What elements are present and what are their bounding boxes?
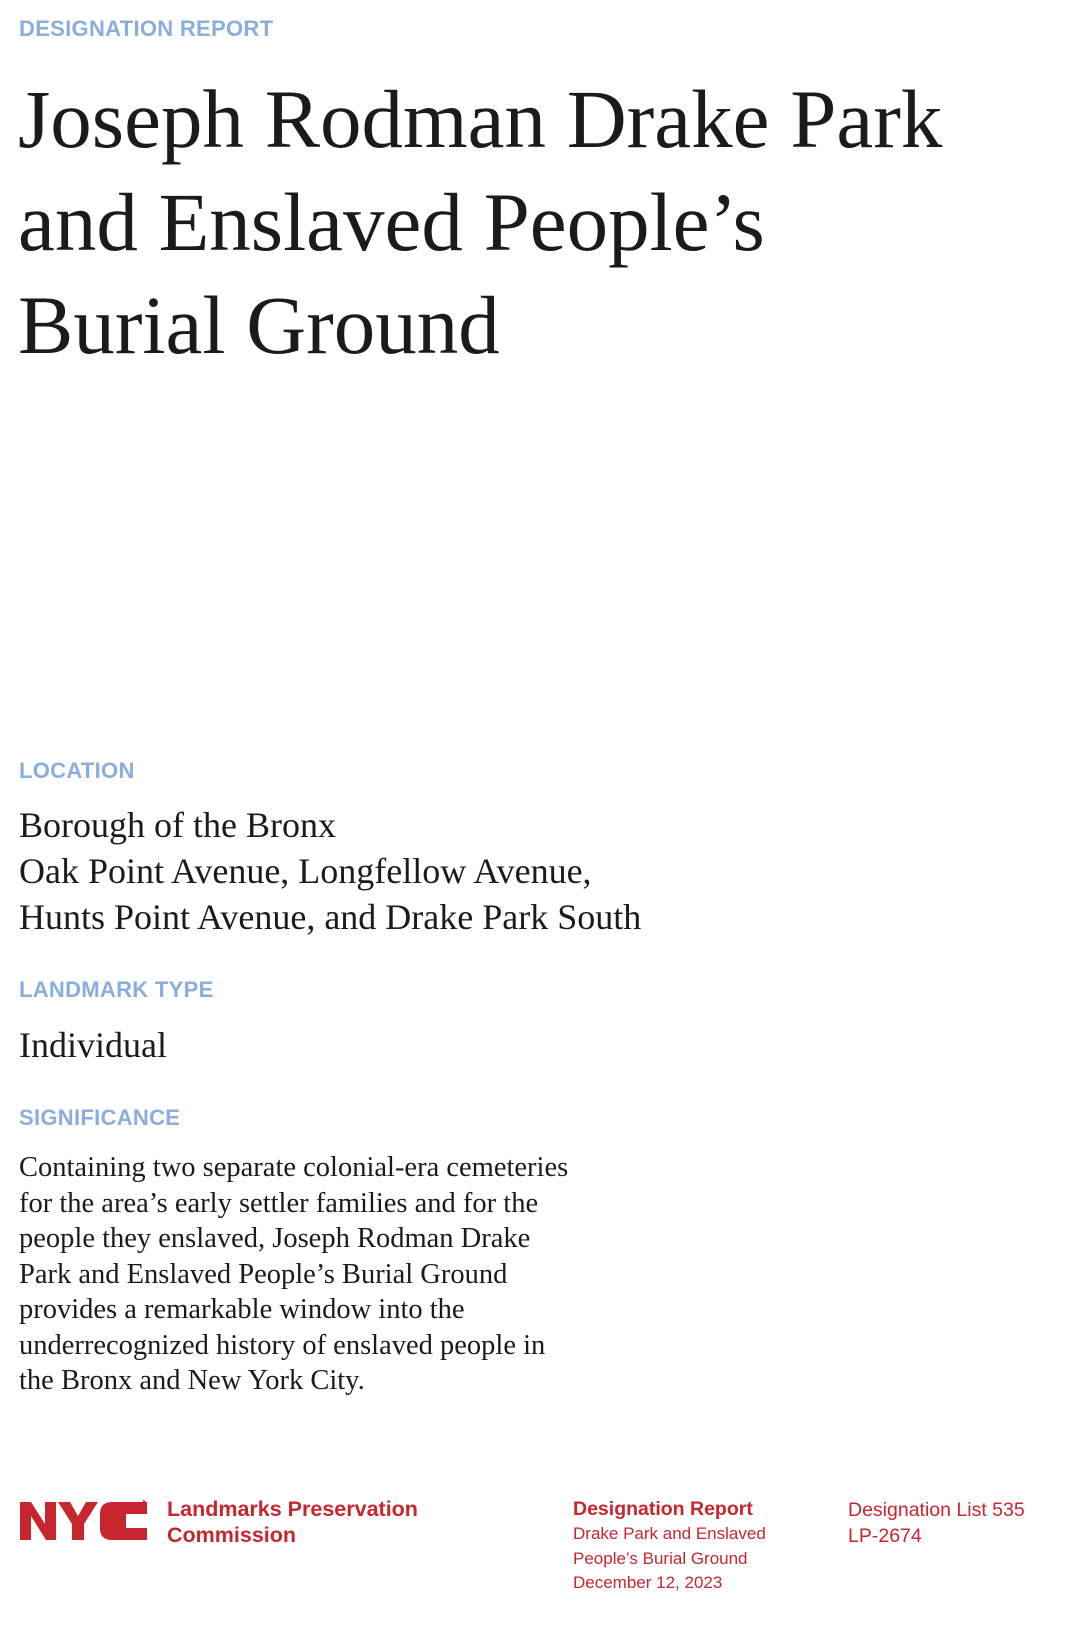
location-label: LOCATION (19, 758, 135, 783)
title-line: and Enslaved People’s (18, 176, 765, 268)
footer-doc-line: People’s Burial Ground (573, 1548, 748, 1568)
commission-line: Landmarks Preservation (167, 1497, 418, 1521)
significance-line: Park and Enslaved People’s Burial Ground (19, 1258, 508, 1290)
title-line: Joseph Rodman Drake Park (18, 73, 943, 165)
location-line: Hunts Point Avenue, and Drake Park South (19, 897, 642, 937)
nyc-logo (20, 1500, 147, 1542)
significance-line: the Bronx and New York City. (19, 1365, 365, 1396)
location-line: Borough of the Bronx (19, 805, 336, 845)
page-title (18, 68, 942, 377)
significance-line: people they enslaved, Joseph Rodman Drake (19, 1223, 531, 1254)
landmark-type-label: LANDMARK TYPE (19, 977, 214, 1002)
designation-list: Designation List 535 (848, 1499, 1025, 1521)
footer-doc-title: Designation Report (573, 1498, 753, 1520)
lp-number: LP-2674 (848, 1525, 922, 1547)
title-line: Burial Ground (18, 279, 500, 371)
landmark-type-value: Individual (19, 1025, 167, 1065)
footer-doc-date: December 12, 2023 (573, 1573, 723, 1592)
commission-name (167, 1496, 418, 1548)
footer-doc-line: Drake Park and Enslaved (573, 1524, 766, 1543)
location-text (19, 802, 641, 940)
footer-list-info (848, 1497, 1025, 1549)
significance-line: provides a remarkable window into the (19, 1294, 465, 1325)
significance-label: SIGNIFICANCE (19, 1105, 181, 1130)
significance-line: underrecognized history of enslaved people in (19, 1329, 546, 1361)
location-line: Oak Point Avenue, Longfellow Avenue, (19, 851, 592, 891)
significance-line: for the area’s early settler families and for the (19, 1187, 539, 1219)
footer-doc-info (573, 1497, 766, 1596)
significance-text (19, 1150, 568, 1399)
report-label: DESIGNATION REPORT (19, 16, 274, 41)
significance-line: Containing two separate colonial-era cemeteries (19, 1152, 569, 1183)
commission-line: Commission (167, 1523, 297, 1547)
